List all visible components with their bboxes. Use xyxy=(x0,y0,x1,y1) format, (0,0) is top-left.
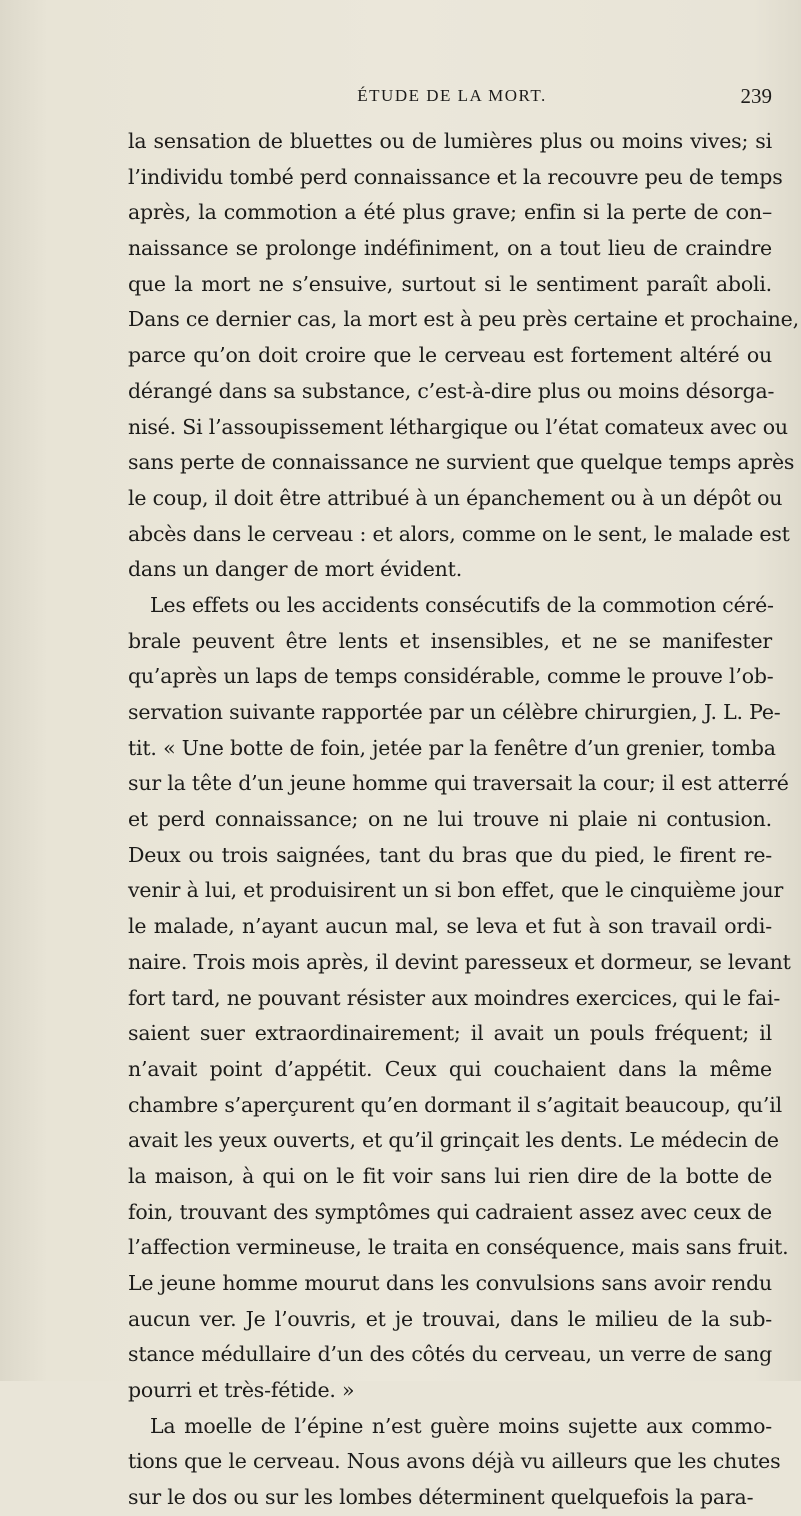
text-line: la maison, à qui on le fit voir sans lui rien dire de la botte de xyxy=(128,1163,772,1188)
text-line: qu’après un laps de temps considérable, comme le prouve l’ob- xyxy=(128,664,774,689)
page-header xyxy=(132,86,772,116)
text-line: la sensation de bluettes ou de lumières plus ou moins vives; si xyxy=(128,129,772,153)
text-line: et perd connaissance; on ne lui trouve ni plaie ni contusion. xyxy=(128,807,772,832)
text-line: Les effets ou les accidents consécutifs de la commotion céré- xyxy=(150,592,774,617)
text-line: Le jeune homme mourut dans les convulsions sans avoir rendu xyxy=(128,1271,772,1295)
text-line: chambre s’aperçurent qu’en dormant il s’agitait beaucoup, qu’il xyxy=(128,1092,782,1117)
text-line: venir à lui, et produisirent un si bon effet, que le cinquième jour xyxy=(128,878,784,903)
text-line: aucun ver. Je l’ouvris, et je trouvai, dans le milieu de la sub- xyxy=(128,1306,772,1331)
text-line: tions que le cerveau. Nous avons déjà vu ailleurs que les chutes xyxy=(128,1449,781,1474)
text-line: sur le dos ou sur les lombes déterminent quelquefois la para- xyxy=(128,1485,754,1510)
text-line: sans perte de connaissance ne survient que quelque temps après xyxy=(128,450,795,475)
text-line: servation suivante rapportée par un célèbre chirurgien, J. L. Pe- xyxy=(128,700,781,724)
paragraph xyxy=(128,588,791,1409)
paragraph xyxy=(128,1409,781,1516)
body-text xyxy=(128,124,799,1516)
text-line: n’avait point d’appétit. Ceux qui couchaient dans la même xyxy=(128,1056,772,1081)
text-line: dérangé dans sa substance, c’est-à-dire plus ou moins désorga- xyxy=(128,378,775,403)
text-line: que la mort ne s’ensuive, surtout si le sentiment paraît aboli. xyxy=(128,271,772,296)
text-line: dans un danger de mort évident. xyxy=(128,557,463,582)
text-line: après, la commotion a été plus grave; enfin si la perte de con– xyxy=(128,200,772,225)
running-title: ÉTUDE DE LA MORT. xyxy=(357,86,547,105)
text-line: parce qu’on doit croire que le cerveau est fortement altéré ou xyxy=(128,343,772,368)
text-line: l’individu tombé perd connaissance et la recouvre peu de temps xyxy=(128,164,783,189)
text-line: le malade, n’ayant aucun mal, se leva et fut à son travail ordi- xyxy=(128,914,772,939)
text-line: naire. Trois mois après, il devint paresseux et dormeur, se levant xyxy=(128,949,791,974)
page-number: 239 xyxy=(740,84,772,108)
text-line: stance médullaire d’un des côtés du cerveau, un verre de sang xyxy=(128,1342,772,1367)
text-line: naissance se prolonge indéfiniment, on a tout lieu de craindre xyxy=(128,236,772,261)
text-line: Deux ou trois saignées, tant du bras que du pied, le firent re- xyxy=(128,842,772,867)
text-line: brale peuvent être lents et insensibles, et ne se manifester xyxy=(128,628,772,653)
text-line: tit. « Une botte de foin, jetée par la fenêtre d’un grenier, tomba xyxy=(128,735,776,760)
text-line: l’affection vermineuse, le traita en conséquence, mais sans fruit. xyxy=(128,1235,789,1260)
text-line: fort tard, ne pouvant résister aux moindres exercices, qui le fai- xyxy=(128,985,781,1010)
text-line: nisé. Si l’assoupissement léthargique ou l’état comateux avec ou xyxy=(128,414,788,439)
text-line: La moelle de l’épine n’est guère moins sujette aux commo- xyxy=(150,1413,772,1438)
text-line: pourri et très-fétide. » xyxy=(128,1378,355,1403)
text-line: le coup, il doit être attribué à un épanchement ou à un dépôt ou xyxy=(128,485,783,510)
text-line: abcès dans le cerveau : et alors, comme on le sent, le malade est xyxy=(128,521,790,546)
text-line: foin, trouvant des symptômes qui cadraient assez avec ceux de xyxy=(128,1199,772,1224)
paragraph xyxy=(128,124,799,588)
text-line: saient suer extraordinairement; il avait un pouls fréquent; il xyxy=(128,1021,772,1046)
text-line: avait les yeux ouverts, et qu’il grinçait les dents. Le médecin de xyxy=(128,1128,779,1153)
text-line: sur la tête d’un jeune homme qui traversait la cour; il est atterré xyxy=(128,771,789,796)
text-line: Dans ce dernier cas, la mort est à peu près certaine et prochaine, xyxy=(128,307,799,332)
